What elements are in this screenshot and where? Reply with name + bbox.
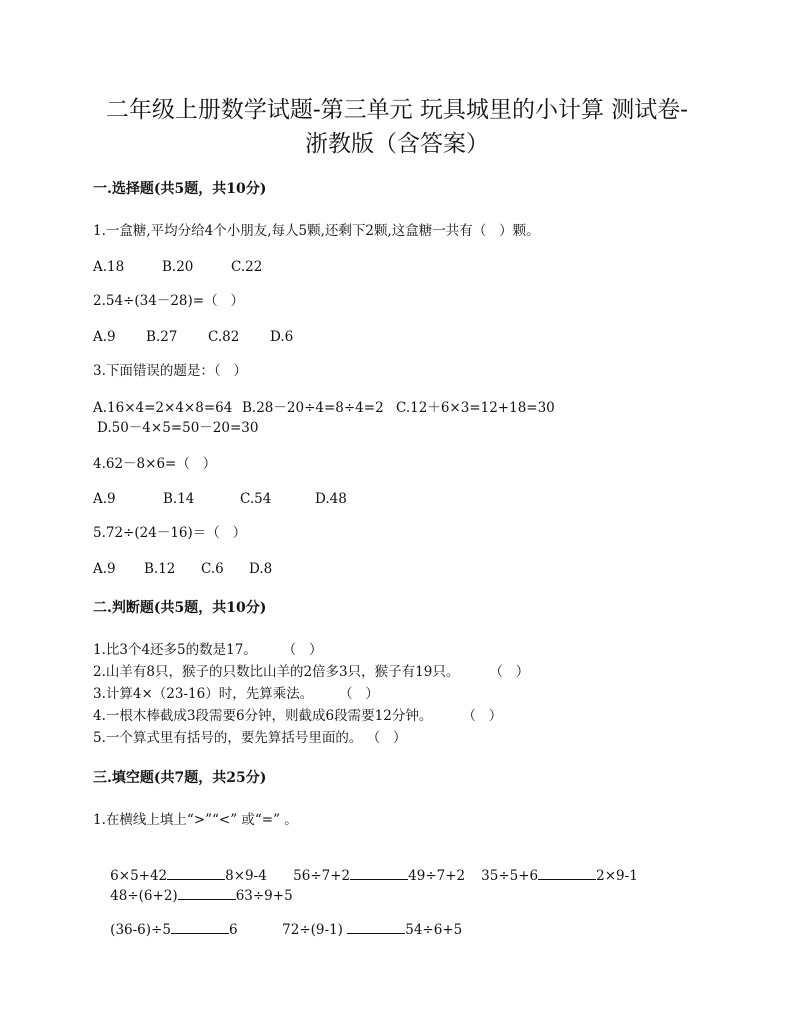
judge-item-1: 1.比3个4还多5的数是17。 （ ） xyxy=(93,642,323,658)
section2-heading: 二.判断题(共5题，共10分) xyxy=(93,600,267,616)
document-title-line1: 二年级上册数学试题-第三单元 玩具城里的小计算 测试卷- xyxy=(105,97,689,123)
q4-option-d: D.48 xyxy=(315,491,347,507)
q5-option-c: C.6 xyxy=(201,561,224,577)
compare-left: 72÷(9-1) xyxy=(282,922,348,938)
q4-option-b: B.14 xyxy=(163,491,195,507)
answer-blank[interactable] xyxy=(347,920,405,934)
q2-text: 2.54÷(34－28)=（ ） xyxy=(93,293,244,309)
q3-option-c: C.12＋6×3=12+18=30 xyxy=(396,400,555,416)
compare-left: 56÷7+2 xyxy=(293,868,351,884)
q5-option-a: A.9 xyxy=(93,561,116,577)
q2-option-d: D.6 xyxy=(270,329,294,345)
compare-item xyxy=(464,848,638,903)
q4-text: 4.62－8×6=（ ） xyxy=(93,456,217,472)
answer-blank[interactable] xyxy=(538,866,596,880)
answer-blank[interactable] xyxy=(171,920,229,934)
q2-option-b: B.27 xyxy=(146,329,178,345)
q3-option-b: B.28－20÷4=8÷4=2 xyxy=(242,400,384,416)
compare-left: 6×5+42 xyxy=(110,868,168,884)
q5-option-b: B.12 xyxy=(144,561,176,577)
document-title-line2: 浙教版（含答案） xyxy=(305,131,489,157)
compare-right: 54÷6+5 xyxy=(405,922,463,938)
fill-q1-text: 1.在横线上填上“>”“<” 或“=” 。 xyxy=(93,812,298,828)
q2-option-a: A.9 xyxy=(93,329,116,345)
answer-blank[interactable] xyxy=(178,886,236,900)
answer-blank[interactable] xyxy=(350,866,408,880)
q5-text: 5.72÷(24－16)＝（ ） xyxy=(93,525,247,541)
compare-item xyxy=(93,902,238,957)
judge-item-3: 3.计算4×（23-16）时，先算乘法。 （ ） xyxy=(93,686,379,702)
compare-right: 6 xyxy=(228,922,238,938)
q1-option-a: A.18 xyxy=(93,259,125,275)
compare-right: 49÷7+2 xyxy=(408,868,466,884)
q5-option-d: D.8 xyxy=(249,561,273,577)
q3-option-a: A.16×4=2×4×8=64 xyxy=(93,400,233,416)
section1-heading: 一.选择题(共5题，共10分) xyxy=(93,181,267,197)
judge-item-4: 4.一根木棒截成3段需要6分钟，则截成6段需要12分钟。 （ ） xyxy=(93,708,503,724)
section3-heading: 三.填空题(共7题，共25分) xyxy=(93,770,267,786)
q1-option-b: B.20 xyxy=(162,259,194,275)
compare-left: (36-6)÷5 xyxy=(110,922,171,938)
compare-item xyxy=(276,848,465,903)
compare-item xyxy=(265,902,462,957)
compare-right: 8×9-4 xyxy=(225,868,267,884)
q4-option-a: A.9 xyxy=(93,491,116,507)
q2-option-c: C.82 xyxy=(208,329,240,345)
q1-text: 1.一盒糖,平均分给4个小朋友,每人5颗,还剩下2颗,这盒糖一共有（ ）颗。 xyxy=(93,223,540,239)
compare-left: 48÷(6+2) xyxy=(110,888,178,904)
compare-right: 2×9-1 xyxy=(596,868,638,884)
judge-item-5: 5.一个算式里有括号的，要先算括号里面的。 （ ） xyxy=(93,730,407,746)
q1-option-c: C.22 xyxy=(231,259,263,275)
judge-item-2: 2.山羊有8只，猴子的只数比山羊的2倍多3只，猴子有19只。 （ ） xyxy=(93,664,530,680)
compare-left: 35÷5+6 xyxy=(481,868,539,884)
compare-right: 63÷9+5 xyxy=(235,888,293,904)
q4-option-c: C.54 xyxy=(240,491,272,507)
q3-text: 3.下面错误的题是：（ ） xyxy=(93,363,248,379)
q3-option-d: D.50－4×5=50－20=30 xyxy=(97,420,259,436)
